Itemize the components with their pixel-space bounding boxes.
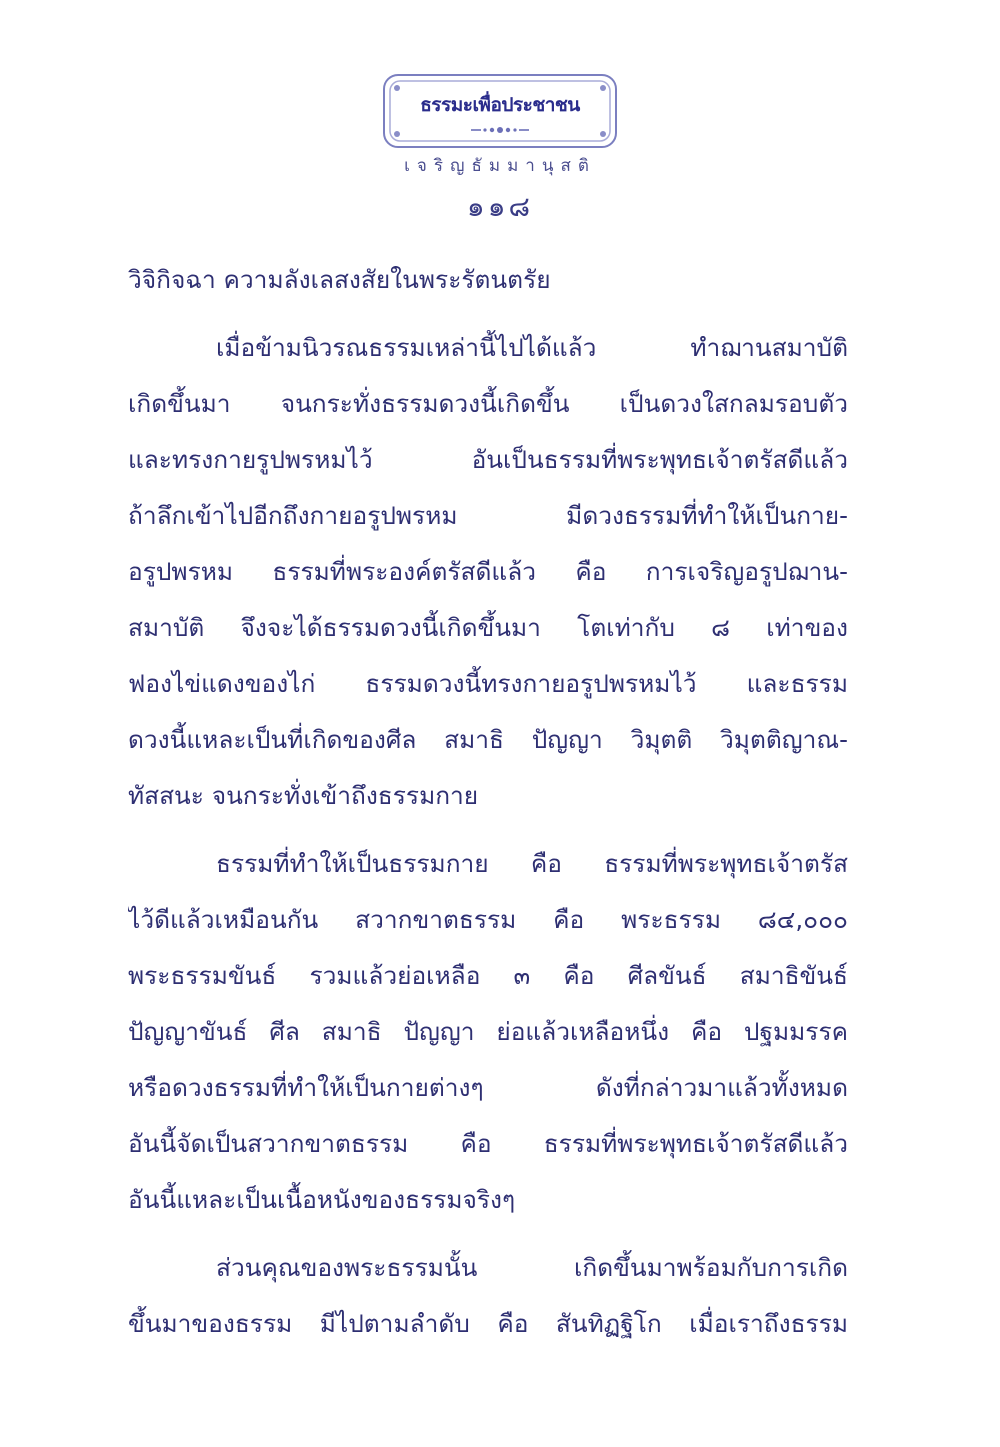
book-title: เจริญธัมมานุสติ [404,156,596,176]
paragraph [128,836,848,1228]
text-line: ขึ้นมาของธรรม มีไปตามลำดับ คือ สันทิฏฐิโก เมื่อเราถึงธรรม [128,1309,848,1338]
page-number: ๑๑๘ [466,190,534,223]
text-line: อรูปพรหม ธรรมที่พระองค์ตรัสดีแล้ว คือ การเจริญอรูปฌาน- [128,557,848,586]
paragraph [128,1240,848,1352]
text-line: อันนี้แหละเป็นเนื้อหนังของธรรมจริงๆ [128,1185,516,1214]
text-line: ฟองไข่แดงของไก่ ธรรมดวงนี้ทรงกายอรูปพรหมไว้ และธรรม [128,669,848,698]
logo-text: ธรรมะเพื่อประชาชน [420,94,580,116]
text-line: ทัสสนะ จนกระทั่งเข้าถึงธรรมกาย [128,781,479,810]
text-line: อันนี้จัดเป็นสวากขาตธรรม คือ ธรรมที่พระพุทธเจ้าตรัสดีแล้ว [128,1129,848,1158]
text-line: ไว้ดีแล้วเหมือนกัน สวากขาตธรรม คือ พระธรรม ๘๔,๐๐๐ [128,905,848,934]
publisher-logo [381,72,619,150]
text-line: สมาบัติ จึงจะได้ธรรมดวงนี้เกิดขึ้นมา โตเท่ากับ ๘ เท่าของ [128,613,848,642]
paragraph [128,320,848,824]
section-heading: วิจิกิจฉา ความลังเลสงสัยในพระรัตนตรัย [128,265,551,294]
text-line: ถ้าลึกเข้าไปอีกถึงกายอรูปพรหม มีดวงธรรมที่ทำให้เป็นกาย- [128,501,848,530]
page-header [0,72,1000,229]
text-line: ดวงนี้แหละเป็นที่เกิดของศีล สมาธิ ปัญญา วิมุตติ วิมุตติญาณ- [128,725,848,754]
text-line: เมื่อข้ามนิวรณธรรมเหล่านี้ไปได้แล้ว ทำฌานสมาบัติ [216,333,848,362]
text-line: พระธรรมขันธ์ รวมแล้วย่อเหลือ ๓ คือ ศีลขันธ์ สมาธิขันธ์ [128,961,848,990]
text-line: เกิดขึ้นมา จนกระทั่งธรรมดวงนี้เกิดขึ้น เป็นดวงใสกลมรอบตัว [128,389,848,418]
text-line: ปัญญาขันธ์ ศีล สมาธิ ปัญญา ย่อแล้วเหลือหนึ่ง คือ ปฐมมรรค [128,1017,848,1046]
text-line: ส่วนคุณของพระธรรมนั้น เกิดขึ้นมาพร้อมกับการเกิด [216,1253,848,1282]
text-line: หรือดวงธรรมที่ทำให้เป็นกายต่างๆ ดังที่กล่าวมาแล้วทั้งหมด [128,1073,848,1102]
text-line: ธรรมที่ทำให้เป็นธรรมกาย คือ ธรรมที่พระพุทธเจ้าตรัส [216,849,848,878]
text-line: และทรงกายรูปพรหมไว้ อันเป็นธรรมที่พระพุทธเจ้าตรัสดีแล้ว [128,445,848,474]
page-body [128,252,848,1352]
